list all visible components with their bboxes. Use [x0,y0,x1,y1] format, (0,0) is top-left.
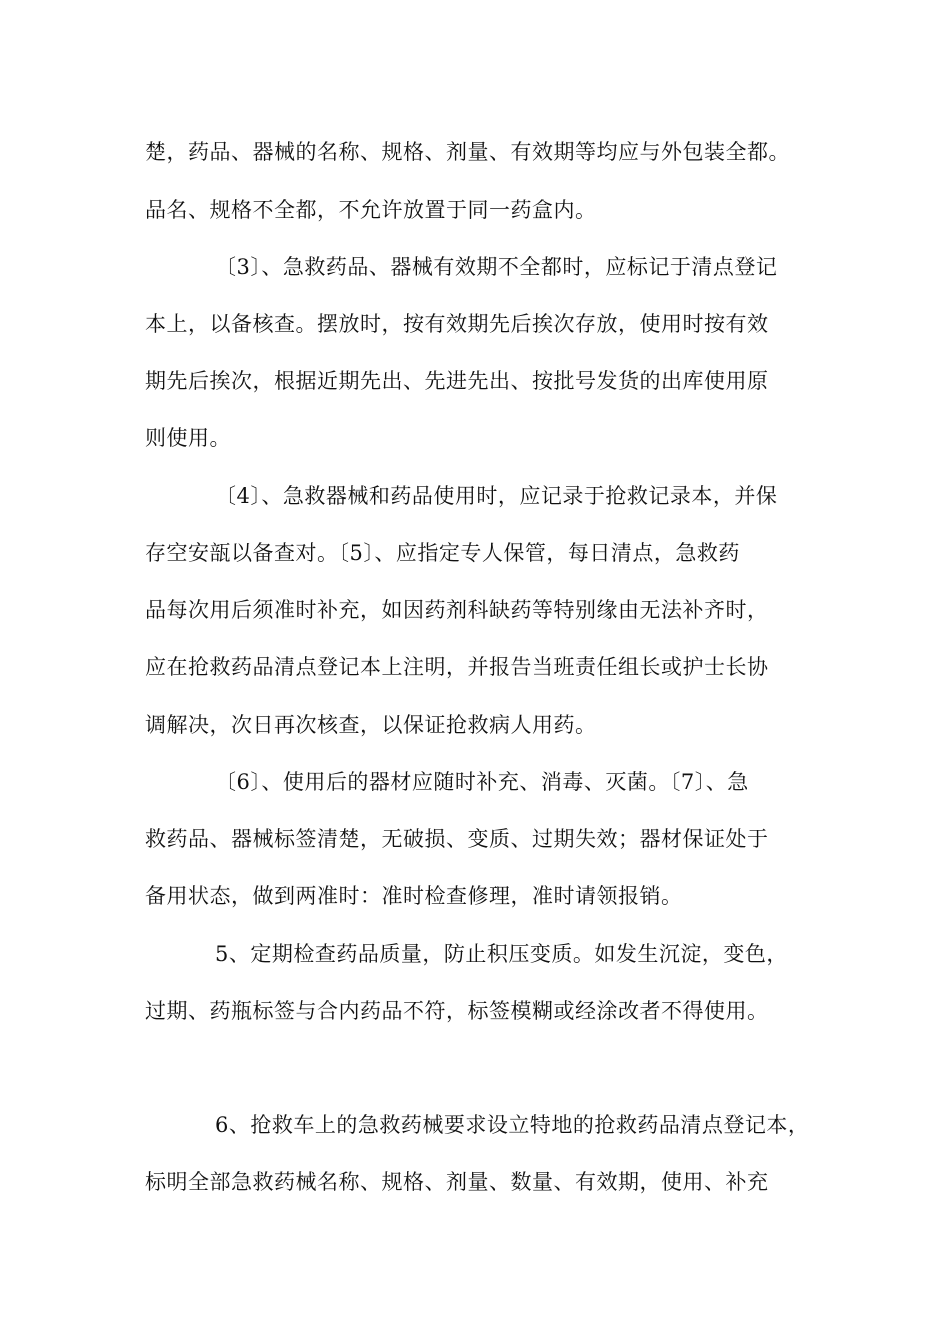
paragraph-6-start: 〔6〕、使用后的器材应随时补充、消毒、灭菌。〔7〕、急 [215,770,749,794]
text-line: 本上，以备核查。摆放时，按有效期先后挨次存放，使用时按有效 [145,312,769,336]
text-line: 救药品、器械标签清楚，无破损、变质、过期失效；器材保证处于 [145,827,769,851]
text-line: 调解决，次日再次核查，以保证抢救病人用药。 [145,713,597,737]
text-line: 品每次用后须准时补充，如因药剂科缺药等特别缘由无法补齐时， [145,598,769,622]
text-line: 过期、药瓶标签与合内药品不符，标签模糊或经涂改者不得使用。 [145,999,769,1023]
text-line: 存空安瓿以备查对。〔5〕、应指定专人保管，每日清点，急救药 [145,541,740,565]
text-line: 则使用。 [145,426,231,450]
paragraph-item-6-start: 6、抢救车上的急救药械要求设立特地的抢救药品清点登记本， [215,1113,810,1137]
text-line: 标明全部急救药械名称、规格、剂量、数量、有效期，使用、补充 [145,1170,769,1194]
paragraph-3-start: 〔3〕、急救药品、器械有效期不全都时，应标记于清点登记 [215,255,778,279]
text-line: 品名、规格不全都，不允许放置于同一药盒内。 [145,198,597,222]
text-line: 应在抢救药品清点登记本上注明，并报告当班责任组长或护士长协 [145,655,769,679]
text-line: 期先后挨次，根据近期先出、先进先出、按批号发货的出库使用原 [145,369,769,393]
text-line: 备用状态，做到两准时：准时检查修理，准时请领报销。 [145,884,683,908]
text-line: 楚，药品、器械的名称、规格、剂量、有效期等均应与外包装全都。 [145,140,790,164]
paragraph-item-5-start: 5、定期检查药品质量，防止积压变质。如发生沉淀，变色， [215,942,788,966]
paragraph-4-start: 〔4〕、急救器械和药品使用时，应记录于抢救记录本，并保 [215,484,778,508]
